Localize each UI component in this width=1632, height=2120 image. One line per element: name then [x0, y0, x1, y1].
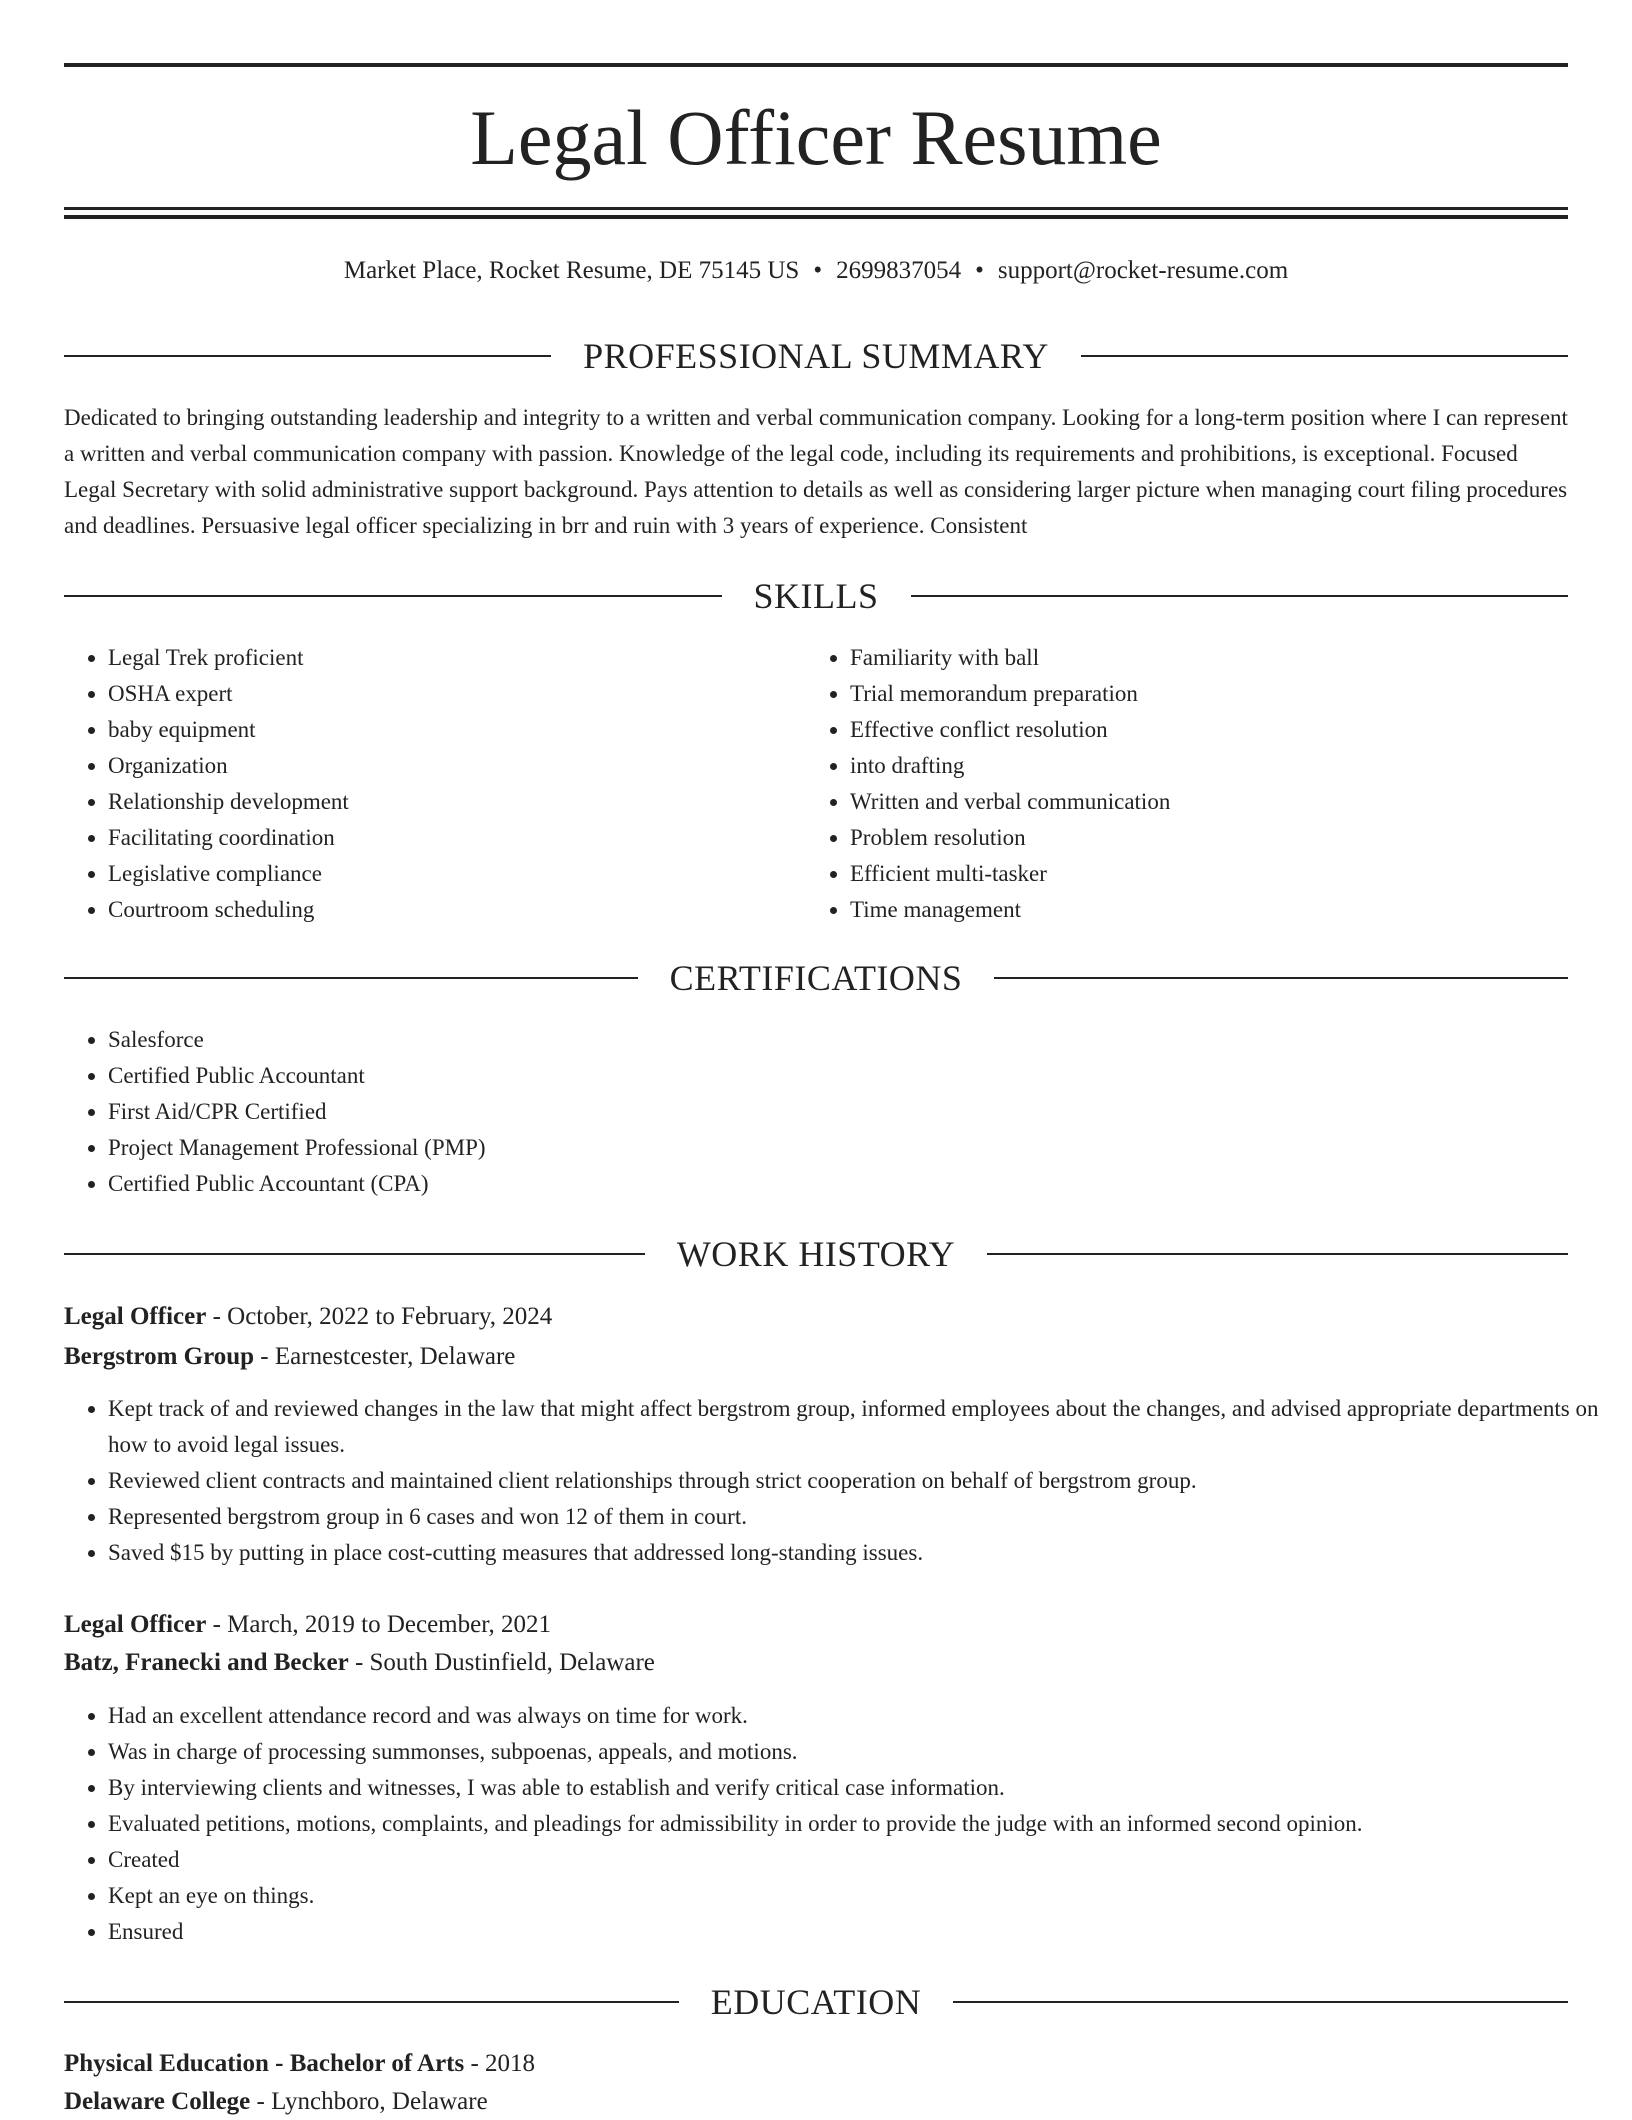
- job-location: - South Dustinfield, Delaware: [348, 1649, 655, 1676]
- job-bullet: • Ensured: [108, 1914, 1612, 1950]
- resume-title: Legal Officer Resume: [470, 94, 1162, 181]
- title-rule-upper: [64, 207, 1568, 210]
- divider: [64, 2001, 679, 2003]
- divider: [953, 2001, 1568, 2003]
- education-location: - Lynchboro, Delaware: [250, 2088, 488, 2115]
- section-header-education: [64, 1979, 1568, 2025]
- divider: [1081, 355, 1568, 357]
- certifications-list: [64, 1022, 486, 1202]
- skill-item: • Legislative compliance: [108, 856, 349, 892]
- job-dates: - October, 2022 to February, 2024: [206, 1303, 553, 1330]
- skill-item: • Time management: [850, 892, 1170, 928]
- top-rule: [64, 63, 1568, 67]
- skill-item: • Trial memorandum preparation: [850, 676, 1170, 712]
- job-location: - Earnestcester, Delaware: [254, 1343, 516, 1370]
- job-company-line: [64, 1645, 655, 1681]
- skill-item: • Efficient multi-tasker: [850, 856, 1170, 892]
- certification-item: • Salesforce: [108, 1022, 486, 1058]
- divider: [987, 1253, 1568, 1255]
- contact-line: [64, 254, 1568, 288]
- job-bullet: • Represented bergstrom group in 6 cases and won 12 of them in court.: [108, 1499, 1612, 1535]
- divider: [994, 977, 1568, 979]
- divider: [911, 595, 1569, 597]
- job-company: Bergstrom Group: [64, 1343, 255, 1370]
- job-bullet: • Created: [108, 1842, 1612, 1878]
- education-school: Delaware College: [64, 2088, 251, 2115]
- contact-separator: •: [975, 257, 984, 284]
- education-degree: Physical Education - Bachelor of Arts: [64, 2050, 465, 2077]
- summary-text: Dedicated to bringing outstanding leadership and integrity to a written and verbal communication company. Looking for a long-term position where I can represent a written and verbal communication company with passion. Knowledge of the legal code, including its requirements and prohibitions, is exceptional. Focused Legal Secretary with solid administrative support background. Pays attention to details as well as considering larger picture when managing court filing procedures and deadlines. Persuasive legal officer specializing in brr and ruin with 3 years of experience. Consistent: [64, 405, 1568, 538]
- job-bullet: • Reviewed client contracts and maintained client relationships through strict cooperation on behalf of bergstrom group.: [108, 1463, 1612, 1499]
- education-degree-line: [64, 2046, 535, 2082]
- skill-item: • Written and verbal communication: [850, 784, 1170, 820]
- section-title-certifications: CERTIFICATIONS: [669, 958, 963, 998]
- job-bullet: • Kept an eye on things.: [108, 1878, 1612, 1914]
- divider: [64, 977, 638, 979]
- education-school-line: [64, 2084, 488, 2120]
- job-bullet: • Was in charge of processing summonses, subpoenas, appeals, and motions.: [108, 1734, 1612, 1770]
- job-bullets: [64, 1698, 1612, 1950]
- section-header-skills: [64, 573, 1568, 619]
- divider: [64, 595, 722, 597]
- contact-email: support@rocket-resume.com: [997, 257, 1289, 284]
- skill-item: • Facilitating coordination: [108, 820, 349, 856]
- skill-item: • Legal Trek proficient: [108, 640, 349, 676]
- divider: [64, 1253, 645, 1255]
- section-header-summary: [64, 333, 1568, 379]
- section-header-work: [64, 1231, 1568, 1277]
- job-bullet: • Evaluated petitions, motions, complaints, and pleadings for admissibility in order to provide the judge with an informed second opinion.: [108, 1806, 1612, 1842]
- skill-item: • into drafting: [850, 748, 1170, 784]
- job-company: Batz, Franecki and Becker: [64, 1649, 349, 1676]
- job-title-line: [64, 1607, 551, 1643]
- job-title: Legal Officer: [64, 1611, 207, 1638]
- section-title-work: WORK HISTORY: [676, 1234, 956, 1274]
- job-title-line: [64, 1299, 552, 1335]
- job-bullet: • Kept track of and reviewed changes in the law that might affect bergstrom group, informed employees about the changes, and advised appropriate departments on how to avoid legal issues.: [108, 1391, 1612, 1463]
- job-dates: - March, 2019 to December, 2021: [206, 1611, 552, 1638]
- skill-item: • baby equipment: [108, 712, 349, 748]
- skill-item: • Organization: [108, 748, 349, 784]
- section-title-skills: SKILLS: [753, 576, 879, 616]
- skill-item: • Familiarity with ball: [850, 640, 1170, 676]
- job-title: Legal Officer: [64, 1303, 207, 1330]
- certification-item: • Certified Public Accountant (CPA): [108, 1166, 486, 1202]
- skill-item: • Courtroom scheduling: [108, 892, 349, 928]
- skill-item: • Effective conflict resolution: [850, 712, 1170, 748]
- section-title-education: EDUCATION: [710, 1982, 922, 2022]
- job-bullet: • Saved $15 by putting in place cost-cutting measures that addressed long-standing issues.: [108, 1535, 1612, 1571]
- section-title-summary: PROFESSIONAL SUMMARY: [583, 336, 1049, 376]
- contact-address: Market Place, Rocket Resume, DE 75145 US: [343, 257, 800, 284]
- job-bullets: [64, 1391, 1612, 1571]
- education-year: - 2018: [464, 2050, 536, 2077]
- skill-item: • OSHA expert: [108, 676, 349, 712]
- certification-item: • Project Management Professional (PMP): [108, 1130, 486, 1166]
- skill-item: • Relationship development: [108, 784, 349, 820]
- job-bullet: • Had an excellent attendance record and was always on time for work.: [108, 1698, 1612, 1734]
- contact-separator: •: [813, 257, 823, 284]
- title-rule-lower: [64, 215, 1568, 219]
- job-bullet: • By interviewing clients and witnesses, I was able to establish and verify critical case information.: [108, 1770, 1612, 1806]
- skills-list-right: [806, 640, 1170, 928]
- skill-item: • Problem resolution: [850, 820, 1170, 856]
- section-header-certifications: [64, 955, 1568, 1001]
- job-company-line: [64, 1339, 515, 1375]
- certification-item: • First Aid/CPR Certified: [108, 1094, 486, 1130]
- contact-phone: 2699837054: [836, 257, 962, 284]
- divider: [64, 355, 551, 357]
- certification-item: • Certified Public Accountant: [108, 1058, 486, 1094]
- skills-list-left: [64, 640, 349, 928]
